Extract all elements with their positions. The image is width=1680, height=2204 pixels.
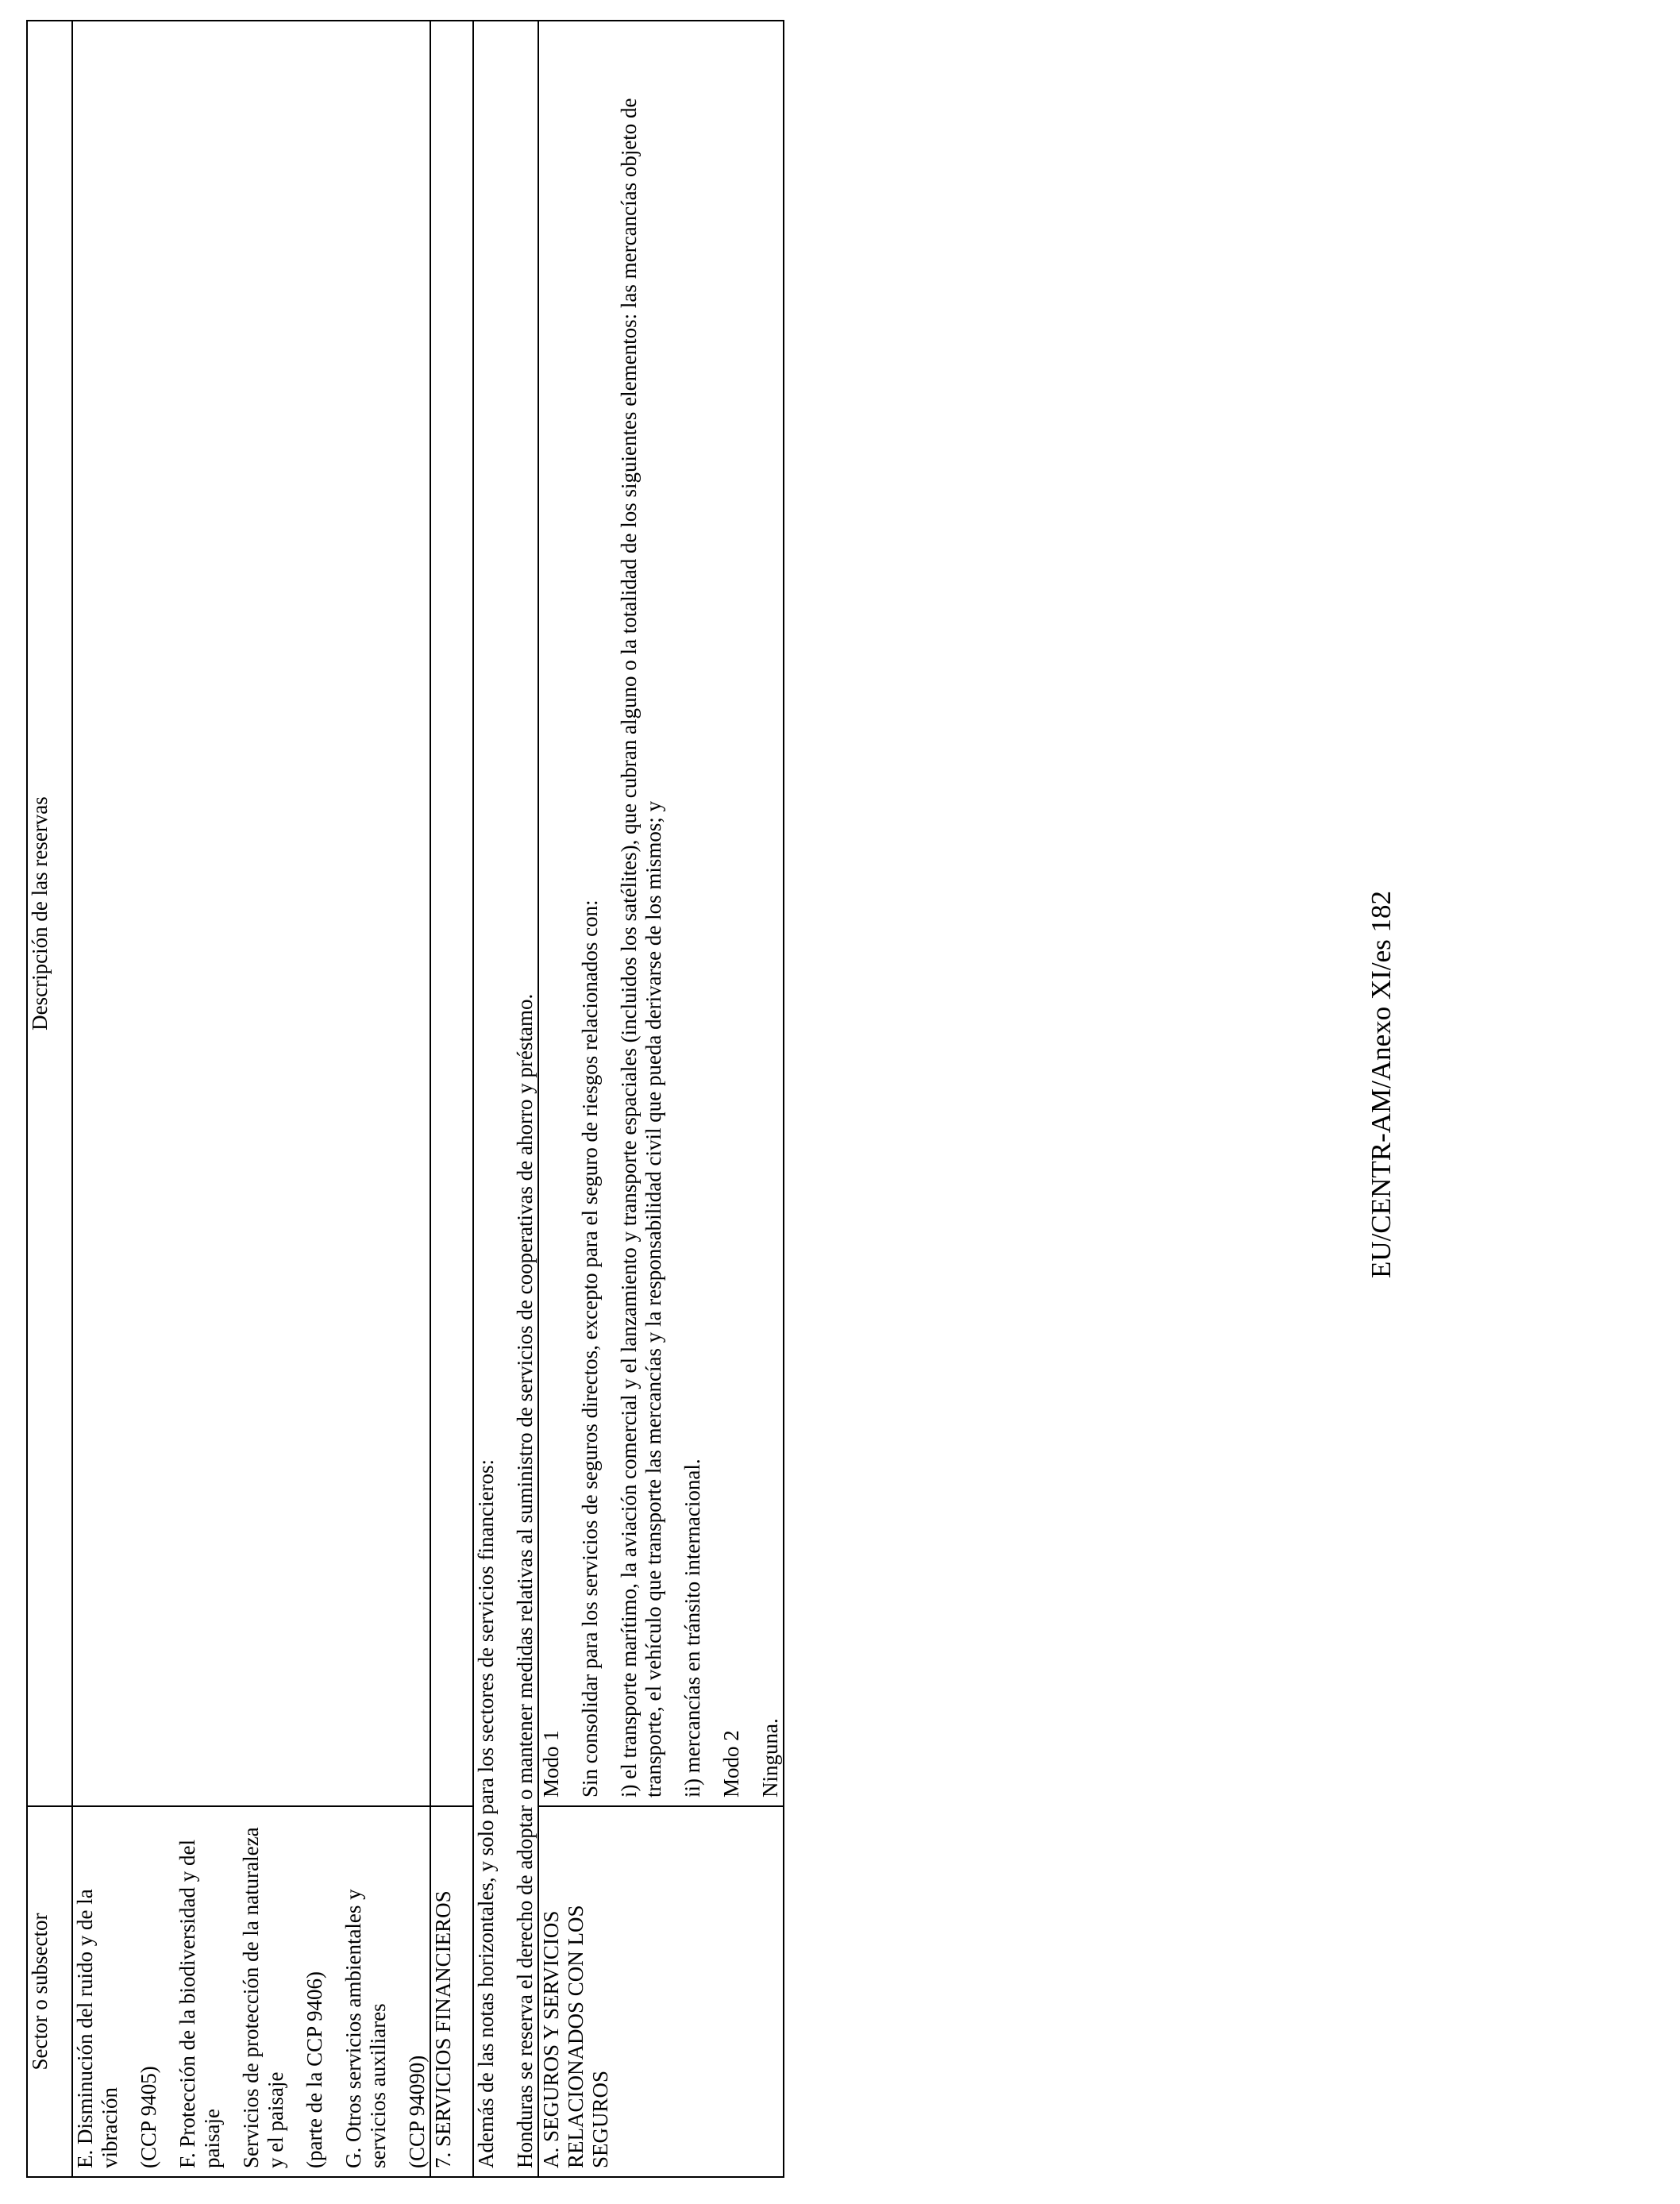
note-paragraph: Además de las notas horizontales, y solo para los sectores de servicios financieros: — [474, 1459, 498, 2168]
insurance-description-cell — [538, 21, 784, 1806]
sector-line: F. Protección de la biodiversidad y del paisaje — [175, 1840, 224, 2168]
environment-services-row — [72, 21, 430, 2177]
section-title-empty-cell — [430, 21, 473, 1806]
environment-sector-cell — [72, 1806, 430, 2177]
sector-line: E. Disminución del ruido y de la vibración — [73, 1889, 121, 2168]
rotated-page — [26, 21, 868, 2178]
notes-cell — [473, 21, 538, 2177]
sector-line: (parte de la CCP 9406) — [302, 1971, 326, 2168]
sector-line: (CCP 9405) — [137, 2066, 160, 2168]
insurance-row — [538, 21, 784, 2177]
page-reference: EU/CENTR-AM/Anexo XI/es 182 — [1366, 890, 1397, 1278]
header-sector: Sector o subsector — [27, 1806, 72, 2177]
description-paragraph: Ninguna. — [758, 1718, 782, 1797]
environment-description-cell — [72, 21, 430, 1806]
page-footer — [1366, 802, 1429, 1278]
insurance-sector-cell: A. SEGUROS Y SERVICIOS RELACIONADOS CON LOS SEGUROS — [538, 1806, 784, 2177]
description-paragraph: i) el transporte marítimo, la aviación comercial y el lanzamiento y transporte espaciales (incluidos los satélites), que cubran alguno o la totalidad de los siguientes elementos: las mercancías objeto de transporte, el vehículo que transporte las mercancías y la responsabilidad civil que pueda derivarse de los mismos; y — [617, 98, 665, 1797]
mode-label: Modo 1 — [539, 1730, 563, 1797]
notes-row — [473, 21, 538, 2177]
description-paragraph: Sin consolidar para los servicios de seguros directos, excepto para el seguro de riesgos relacionados con: — [578, 900, 602, 1797]
sector-line: Servicios de protección de la naturaleza y el paisaje — [239, 1827, 287, 2168]
note-paragraph: Honduras se reserva el derecho de adoptar o mantener medidas relativas al suministro de servicios de cooperativas de ahorro y préstamo. — [513, 993, 537, 2168]
header-description: Descripción de las reservas — [27, 21, 72, 1806]
sector-line: (CCP 94090) — [405, 2055, 429, 2168]
section-title: 7. SERVICIOS FINANCIEROS — [430, 1806, 473, 2177]
section-title-row — [430, 21, 473, 2177]
reservations-table — [26, 20, 784, 2178]
sector-line: G. Otros servicios ambientales y servicios auxiliares — [341, 1889, 390, 2168]
table-header-row — [27, 21, 72, 2177]
description-paragraph: ii) mercancías en tránsito internacional. — [680, 1458, 704, 1797]
mode-label: Modo 2 — [719, 1730, 743, 1797]
